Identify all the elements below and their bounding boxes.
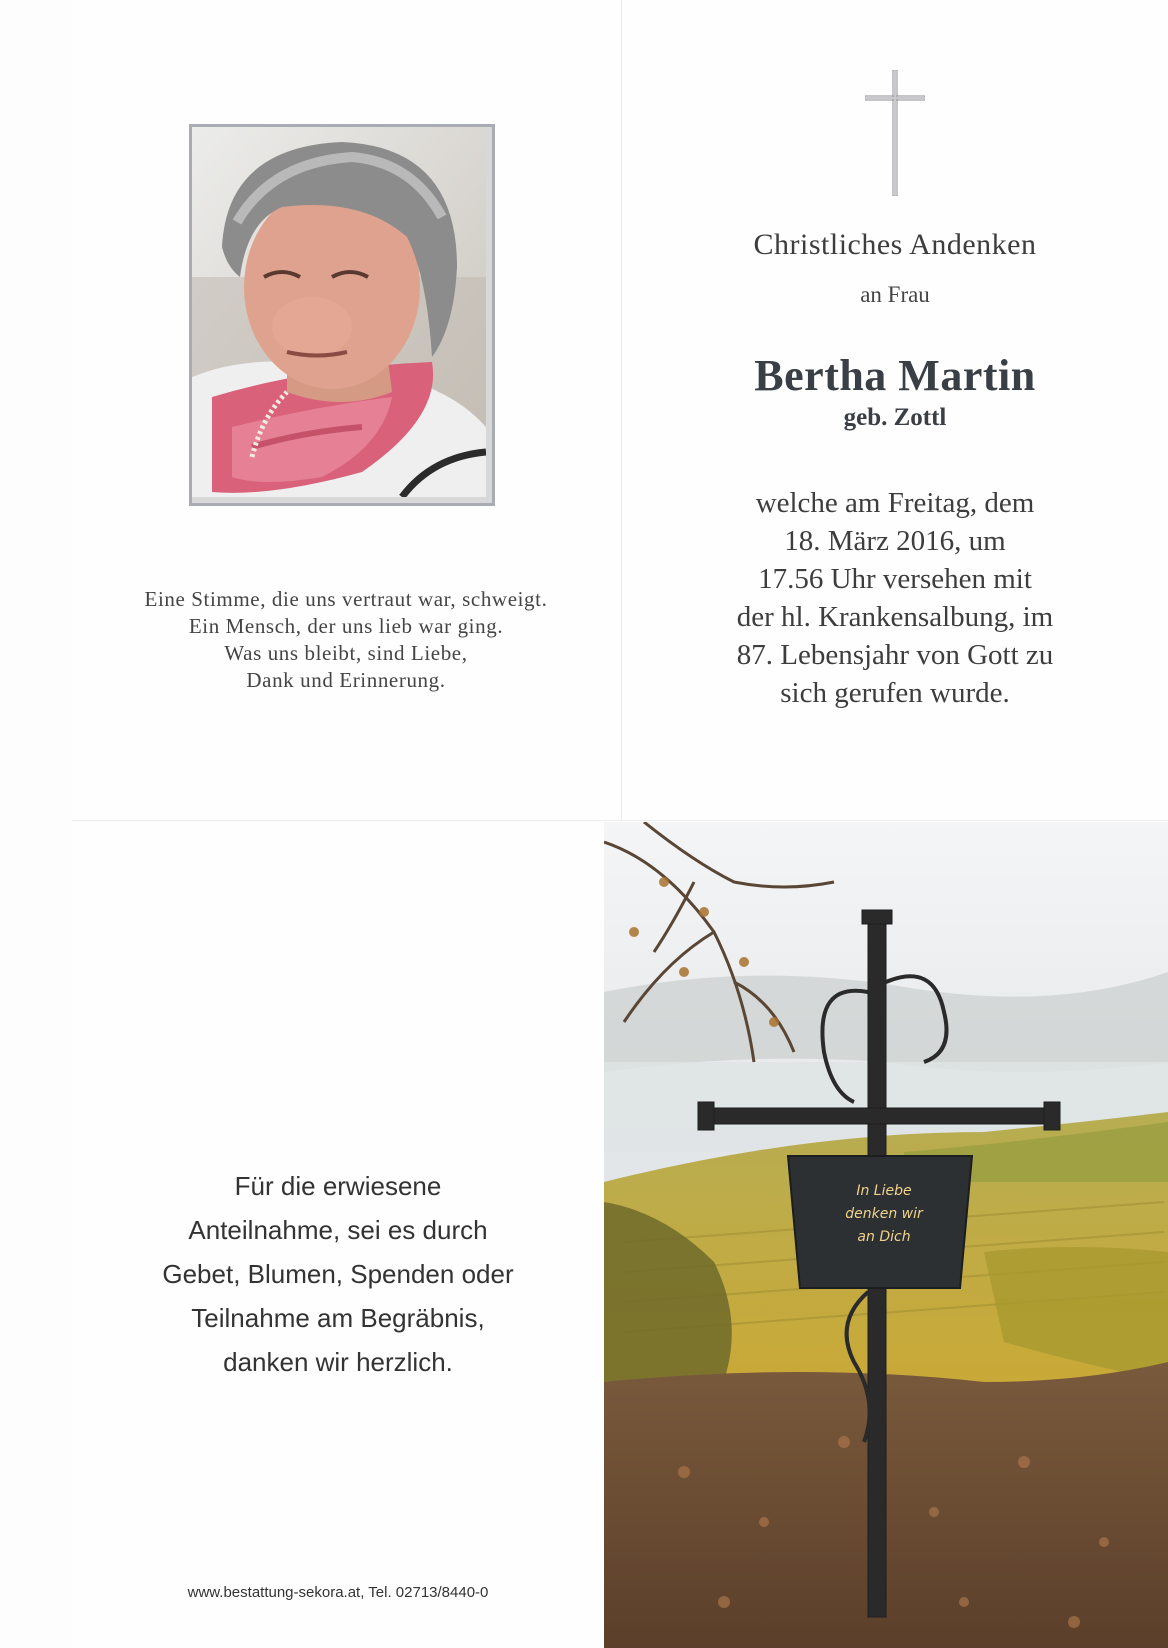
plaque-text bbox=[804, 1180, 964, 1249]
maiden-name: geb. Zottl bbox=[843, 404, 947, 431]
notice-line: der hl. Krankensalbung, im bbox=[736, 601, 1054, 633]
portrait-panel bbox=[72, 0, 620, 820]
memorial-heading: Christliches Andenken bbox=[753, 228, 1037, 261]
deceased-name: Bertha Martin bbox=[754, 351, 1036, 400]
cross-icon bbox=[865, 70, 925, 196]
notice-line: 87. Lebensjahr von Gott zu bbox=[736, 639, 1054, 671]
plaque-line: In Liebe bbox=[856, 1183, 912, 1199]
notice-line: welche am Freitag, dem bbox=[755, 487, 1035, 519]
poem-line: Ein Mensch, der uns lieb war ging. bbox=[188, 614, 504, 638]
thanks-line: danken wir herzlich. bbox=[223, 1347, 453, 1377]
death-notice bbox=[622, 484, 1168, 712]
notice-line: 18. März 2016, um bbox=[784, 525, 1006, 557]
thanks-text bbox=[72, 1164, 604, 1384]
plaque-line: denken wir bbox=[845, 1206, 923, 1222]
thanks-panel bbox=[72, 822, 604, 1648]
thanks-line: Teilnahme am Begräbnis, bbox=[191, 1303, 485, 1333]
portrait-photo bbox=[189, 124, 495, 506]
poem-line: Was uns bleibt, sind Liebe, bbox=[224, 641, 468, 665]
thanks-line: Anteilnahme, sei es durch bbox=[188, 1215, 488, 1245]
portrait-image bbox=[192, 127, 486, 497]
footer-contact: www.bestattung-sekora.at, Tel. 02713/8440-0 bbox=[187, 1584, 489, 1601]
thanks-line: Gebet, Blumen, Spenden oder bbox=[162, 1259, 514, 1289]
memorial-panel bbox=[622, 0, 1168, 820]
fold-line-horizontal bbox=[72, 820, 1168, 821]
poem bbox=[72, 586, 620, 694]
poem-line: Dank und Erinnerung. bbox=[246, 668, 446, 692]
poem-line: Eine Stimme, die uns vertraut war, schweigt. bbox=[144, 587, 548, 611]
notice-line: 17.56 Uhr versehen mit bbox=[758, 563, 1032, 595]
salutation: an Frau bbox=[860, 282, 930, 307]
plaque-line: an Dich bbox=[857, 1229, 911, 1245]
thanks-line: Für die erwiesene bbox=[234, 1171, 442, 1201]
notice-line: sich gerufen wurde. bbox=[780, 677, 1010, 709]
